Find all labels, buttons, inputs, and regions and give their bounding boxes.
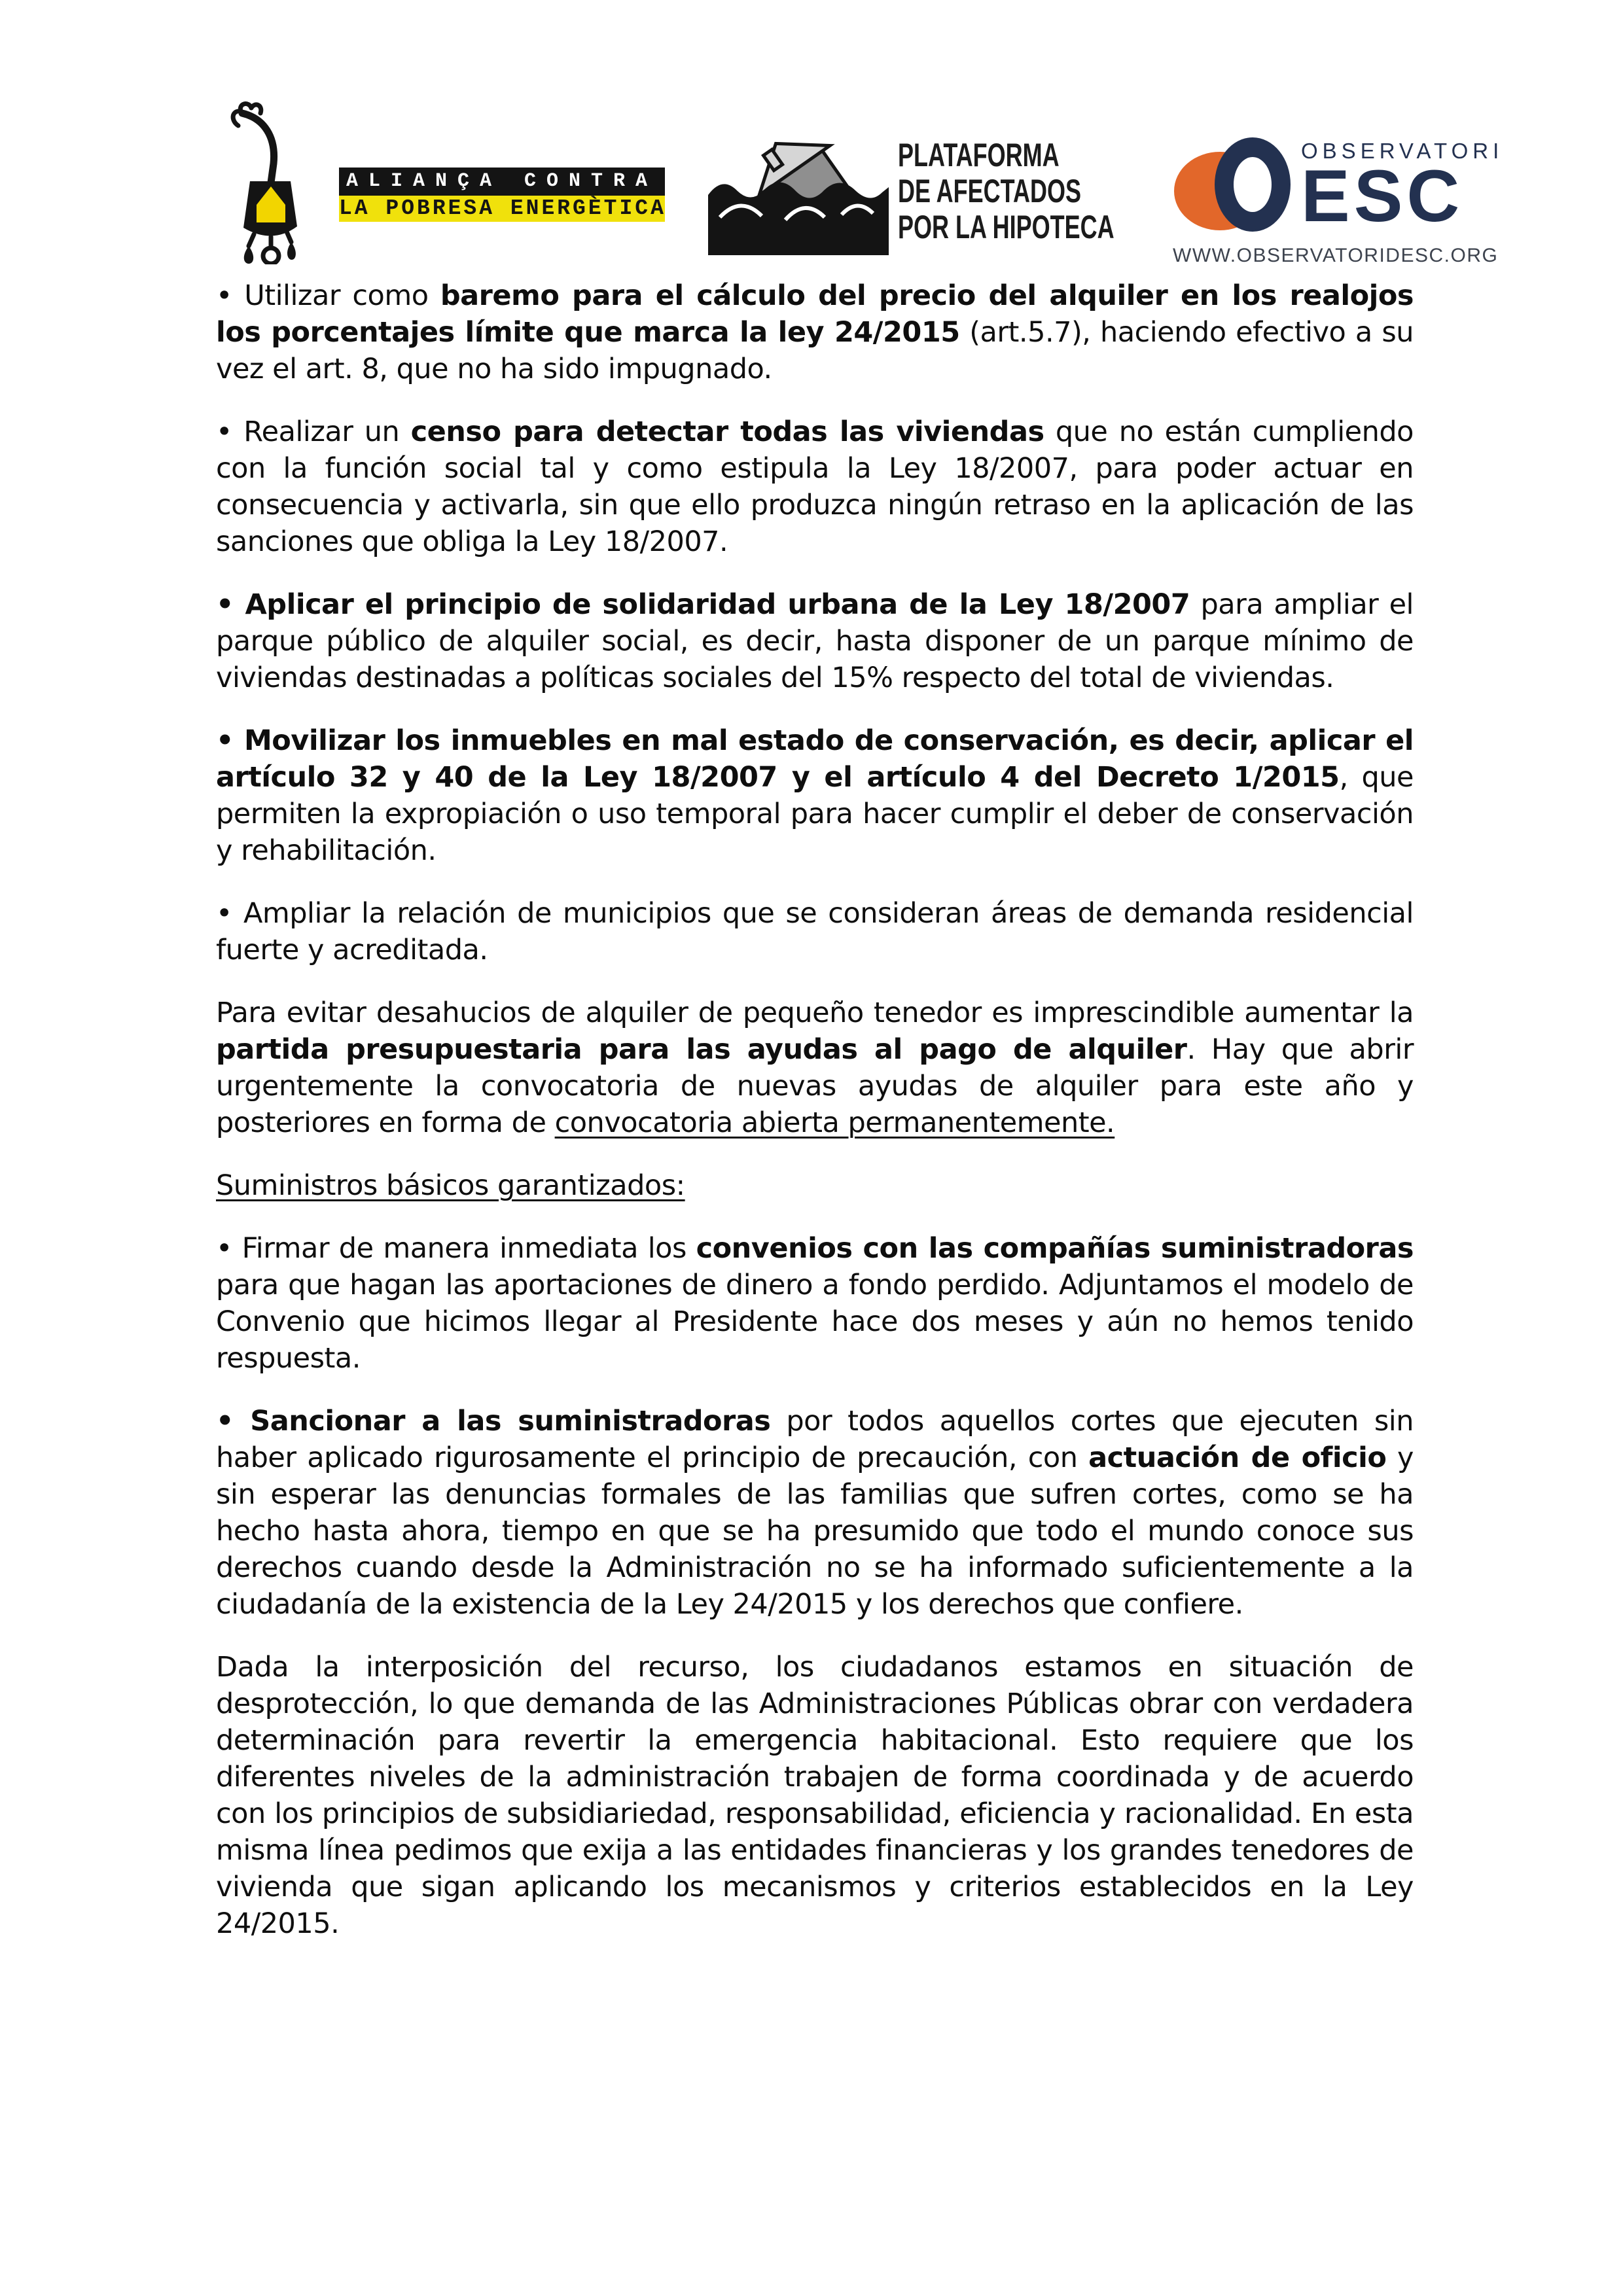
- paragraph: [216, 1649, 1414, 1942]
- logo-header: [216, 98, 1504, 272]
- pah-logo-text: [898, 137, 1115, 255]
- bullet-paragraph: [216, 722, 1414, 869]
- pah-logo-line: PLATAFORMA: [898, 137, 1060, 173]
- bullet-marker: •: [216, 279, 245, 312]
- ape-logo-line1: ALIANÇA CONTRA: [339, 168, 665, 196]
- text-run: Dada la interposición del recurso, los ciudadanos estamos en situación de desprotección, lo que demanda de las Administraciones Públicas obrar con verdadera determinación para revertir la emergencia habitacional. Esto requiere que los diferentes niveles de la administración trabajen de forma coordinada y de acuerdo con los principios de subsidiariedad, responsabilidad, eficiencia y racionalidad. En esta misma línea pedimos que exija a las entidades financieras y los grandes tenedores de vivienda que sigan aplicando los mecanismos y criterios establecidos en la Ley 24/2015.: [216, 1651, 1414, 1940]
- hanging-plug-icon: [216, 99, 308, 264]
- bullet-paragraph: [216, 1230, 1414, 1377]
- pah-logo-line: DE AFECTADOS: [898, 173, 1082, 209]
- text-run: Ampliar la relación de municipios que se consideran áreas de demanda residencial fuerte y acreditada.: [216, 897, 1414, 966]
- bullet-marker: •: [216, 1405, 251, 1438]
- bullet-paragraph: [216, 414, 1414, 560]
- text-run: Firmar de manera inmediata los: [241, 1232, 696, 1265]
- text-run: (art.5.7), haciendo efectivo a su vez el art. 8, que no ha sido impugnado.: [216, 316, 1414, 385]
- bullet-marker: •: [216, 724, 244, 757]
- bullet-paragraph: [216, 586, 1414, 696]
- text-run: Suministros básicos garantizados:: [216, 1169, 685, 1202]
- desc-logo-url: WWW.OBSERVATORIDESC.ORG: [1173, 245, 1499, 266]
- text-run: para ampliar el parque público de alquiler social, es decir, hasta disponer de un parque mínimo de viviendas destinadas a políticas sociales del 15% respecto del total de viviendas.: [216, 588, 1414, 694]
- desc-logo-text: [1301, 139, 1504, 237]
- document-body: [216, 277, 1414, 1968]
- bullet-paragraph: [216, 277, 1414, 387]
- text-run: baremo para el cálculo del precio del alquiler en los realojos los porcentajes límite que marca la ley 24/2015: [216, 279, 1414, 349]
- text-run: Movilizar los inmuebles en mal estado de conservación, es decir, aplicar el artículo 32 y 40 de la Ley 18/2007 y el artículo 4 del Decreto 1/2015: [216, 724, 1414, 794]
- text-run: Aplicar el principio de solidaridad urbana de la Ley 18/2007: [245, 588, 1190, 621]
- text-run: actuación de oficio: [1088, 1441, 1387, 1474]
- paragraph: [216, 995, 1414, 1141]
- desc-o-mark-icon: [1173, 133, 1298, 237]
- sinking-house-icon: [708, 126, 889, 255]
- pah-logo-line: POR LA HIPOTECA: [898, 209, 1115, 245]
- desc-logo-row: [1173, 133, 1504, 237]
- text-run: que no están cumpliendo con la función social tal y como estipula la Ley 18/2007, para poder actuar en consecuencia y activarla, sin que ello produzca ningún retraso en la aplicación de las sanciones que obliga la Ley 18/2007.: [216, 415, 1414, 558]
- text-run: y sin esperar las denuncias formales de las familias que sufren cortes, como se ha hecho hasta ahora, tiempo en que se ha presumido que todo el mundo conoce sus derechos cuando desde la Administración no se ha informado suficientemente a la ciudadanía de la existencia de la Ley 24/2015 y los derechos que confiere.: [216, 1441, 1414, 1621]
- bullet-paragraph: [216, 1403, 1414, 1623]
- bullet-marker: •: [216, 415, 244, 448]
- text-run: censo para detectar todas las viviendas: [410, 415, 1044, 448]
- bullet-marker: •: [216, 897, 243, 930]
- text-run: partida presupuestaria para las ayudas al pago de alquiler: [216, 1033, 1187, 1066]
- bullet-marker: •: [216, 588, 245, 621]
- text-run: convenios con las compañías suministradoras: [696, 1232, 1414, 1265]
- bullet-marker: •: [216, 1232, 242, 1265]
- text-run: . Hay que abrir urgentemente la convocatoria de nuevas ayudas de alquiler para este año y posteriores en forma de: [216, 1033, 1414, 1139]
- text-run: por todos aquellos cortes que ejecuten sin haber aplicado rigurosamente el principio de precaución, con: [216, 1405, 1414, 1474]
- text-run: Sancionar a las suministradoras: [250, 1405, 771, 1438]
- bullet-paragraph: [216, 895, 1414, 968]
- text-run: para que hagan las aportaciones de dinero a fondo perdido. Adjuntamos el modelo de Convenio que hicimos llegar al Presidente hace dos meses y aún no hemos tenido respuesta.: [216, 1269, 1414, 1375]
- pah-logo: [708, 126, 1198, 255]
- desc-logo-acronym: ESC: [1301, 155, 1464, 237]
- section-heading: [216, 1167, 1414, 1204]
- text-run: , que permiten la expropiación o uso temporal para hacer cumplir el deber de conservación y rehabilitación.: [216, 761, 1414, 867]
- text-run: convocatoria abierta permanentemente.: [554, 1106, 1115, 1139]
- observatori-desc-logo: [1173, 133, 1504, 267]
- ape-logo-line2: LA POBRESA ENERGÈTICA: [339, 196, 666, 221]
- text-run: Utilizar como: [244, 279, 440, 312]
- desc-logo-top-word: OBSERVATORI: [1301, 139, 1504, 163]
- text-run: Realizar un: [243, 415, 411, 448]
- text-run: Para evitar desahucios de alquiler de pequeño tenedor es imprescindible aumentar la: [216, 997, 1414, 1029]
- alianca-pobresa-energetica-logo: [339, 168, 665, 222]
